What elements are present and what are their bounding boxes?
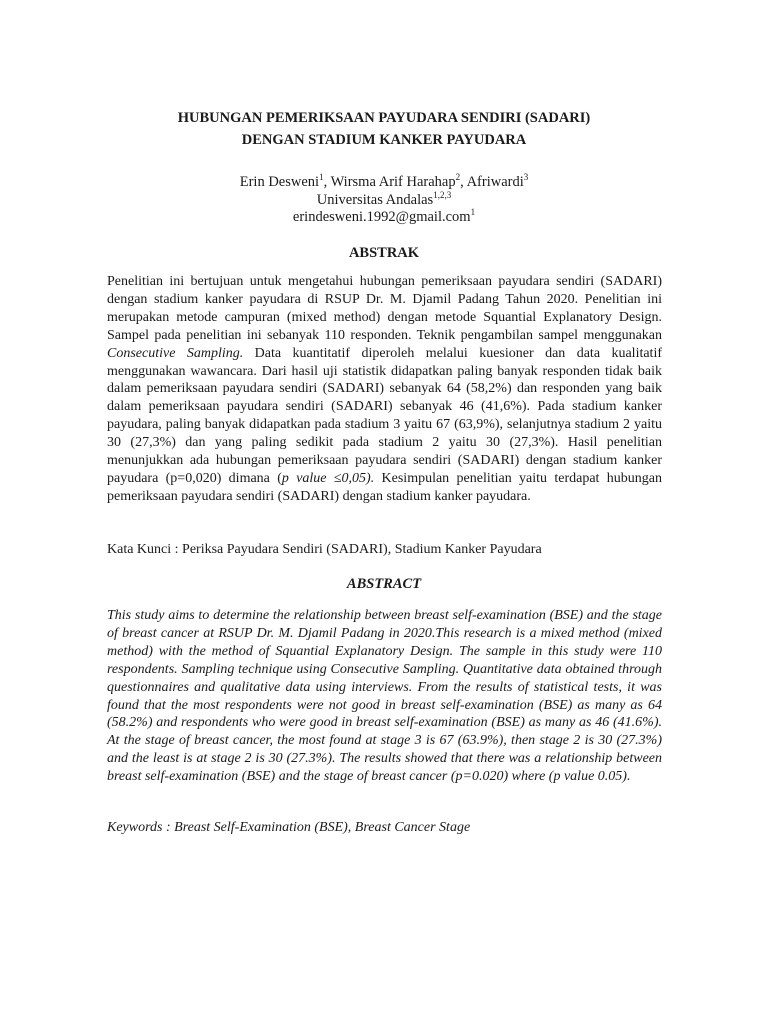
author-affiliation-mark: 3	[523, 172, 529, 183]
author-list	[0, 173, 768, 191]
kata-kunci: Kata Kunci : Periksa Payudara Sendiri (SADARI), Stadium Kanker Payudara	[107, 542, 542, 557]
abstract-heading: ABSTRACT	[346, 576, 422, 592]
abstrak-paragraph	[107, 273, 662, 506]
paper-title-line-1: HUBUNGAN PEMERIKSAAN PAYUDARA SENDIRI (SADARI)	[177, 110, 591, 126]
contact-email	[0, 208, 768, 226]
email-address: erindesweni.1992@gmail.com	[292, 209, 471, 225]
author-name: Wirsma Arif Harahap	[330, 174, 456, 190]
abstrak-text: Kesimpulan penelitian yaitu terdapat hubungan pemeriksaan payudara sendiri (SADARI) dengan stadium kanker payudara.	[107, 470, 662, 504]
abstrak-heading: ABSTRAK	[348, 245, 420, 261]
author-name: Afriwardi	[466, 174, 524, 190]
abstrak-italic-text: p value ≤0,05).	[281, 470, 375, 486]
paper-title-line-2: DENGAN STADIUM KANKER PAYUDARA	[241, 132, 527, 148]
author-affiliation-mark: 1	[319, 172, 324, 183]
abstrak-text: Penelitian ini bertujuan untuk mengetahui hubungan pemeriksaan payudara sendiri (SADARI) dengan stadium kanker payudara di RSUP Dr. M. Djamil Padang Tahun 2020. Penelitian ini merupakan metode campuran (mixed method) dengan metode Squantial Explanatory Design. Sampel pada penelitian ini sebanyak 110 responden. Teknik pengambilan sampel menggunakan	[107, 274, 662, 343]
author-name: Erin Desweni	[239, 174, 320, 190]
abstract-paragraph: This study aims to determine the relationship between breast self-examination (BSE) and the stage of breast cancer at RSUP Dr. M. Djamil Padang in 2020.This research is a mixed method (mixed method) with the method of Squantial Explanatory Design. The sample in this study were 110 respondents. Sampling technique using Consecutive Sampling. Quantitative data obtained through questionnaires and qualitative data using interviews. From the results of statistical tests, it was found that the most respondents were not good in breast self-examination (BSE) as many as 64 (58.2%) and respondents who were good in breast self-examination (BSE) as many as 46 (41.6%). At the stage of breast cancer, the most found at stage 3 is 67 (63.9%), then stage 2 is 30 (27.3%) and the least is at stage 2 is 30 (27.3%). The results showed that there was a relationship between breast self-examination (BSE) and the stage of breast cancer (p=0.020) where (p value 0.05).	[107, 608, 662, 785]
email-mark: 1	[470, 207, 476, 218]
author-affiliation-mark: 2	[455, 172, 461, 183]
abstrak-text: Data kuantitatif diperoleh melalui kuesioner dan data kualitatif menggunakan wawancara. Dari hasil uji statistik didapatkan paling banyak responden tidak baik dalam pemeriksaan payudara sendiri (SADARI) sebanyak 64 (58,2%) dan responden yang baik dalam pemeriksaan payudara sendiri (SADARI) sebanyak 46 (41,6%). Pada stadium kanker payudara, paling banyak didapatkan pada stadium 3 yaitu 67 (63,9%), selanjutnya stadium 2 yaitu 30 (27,3%) dan yang paling sedikit pada stadium 2 yaitu 30 (27,3%). Hasil penelitian menunjukkan ada hubungan pemeriksaan payudara sendiri (SADARI) dengan stadium kanker payudara (p=0,020) dimana (	[107, 345, 662, 486]
keywords: Keywords : Breast Self-Examination (BSE), Breast Cancer Stage	[107, 820, 471, 835]
abstrak-italic-text: Consecutive Sampling.	[107, 345, 244, 361]
author-separator: ,	[323, 174, 331, 190]
affiliation	[0, 191, 768, 209]
affiliation-name: Universitas Andalas	[316, 192, 434, 208]
affiliation-mark: 1,2,3	[433, 190, 452, 201]
author-separator: ,	[460, 174, 467, 190]
